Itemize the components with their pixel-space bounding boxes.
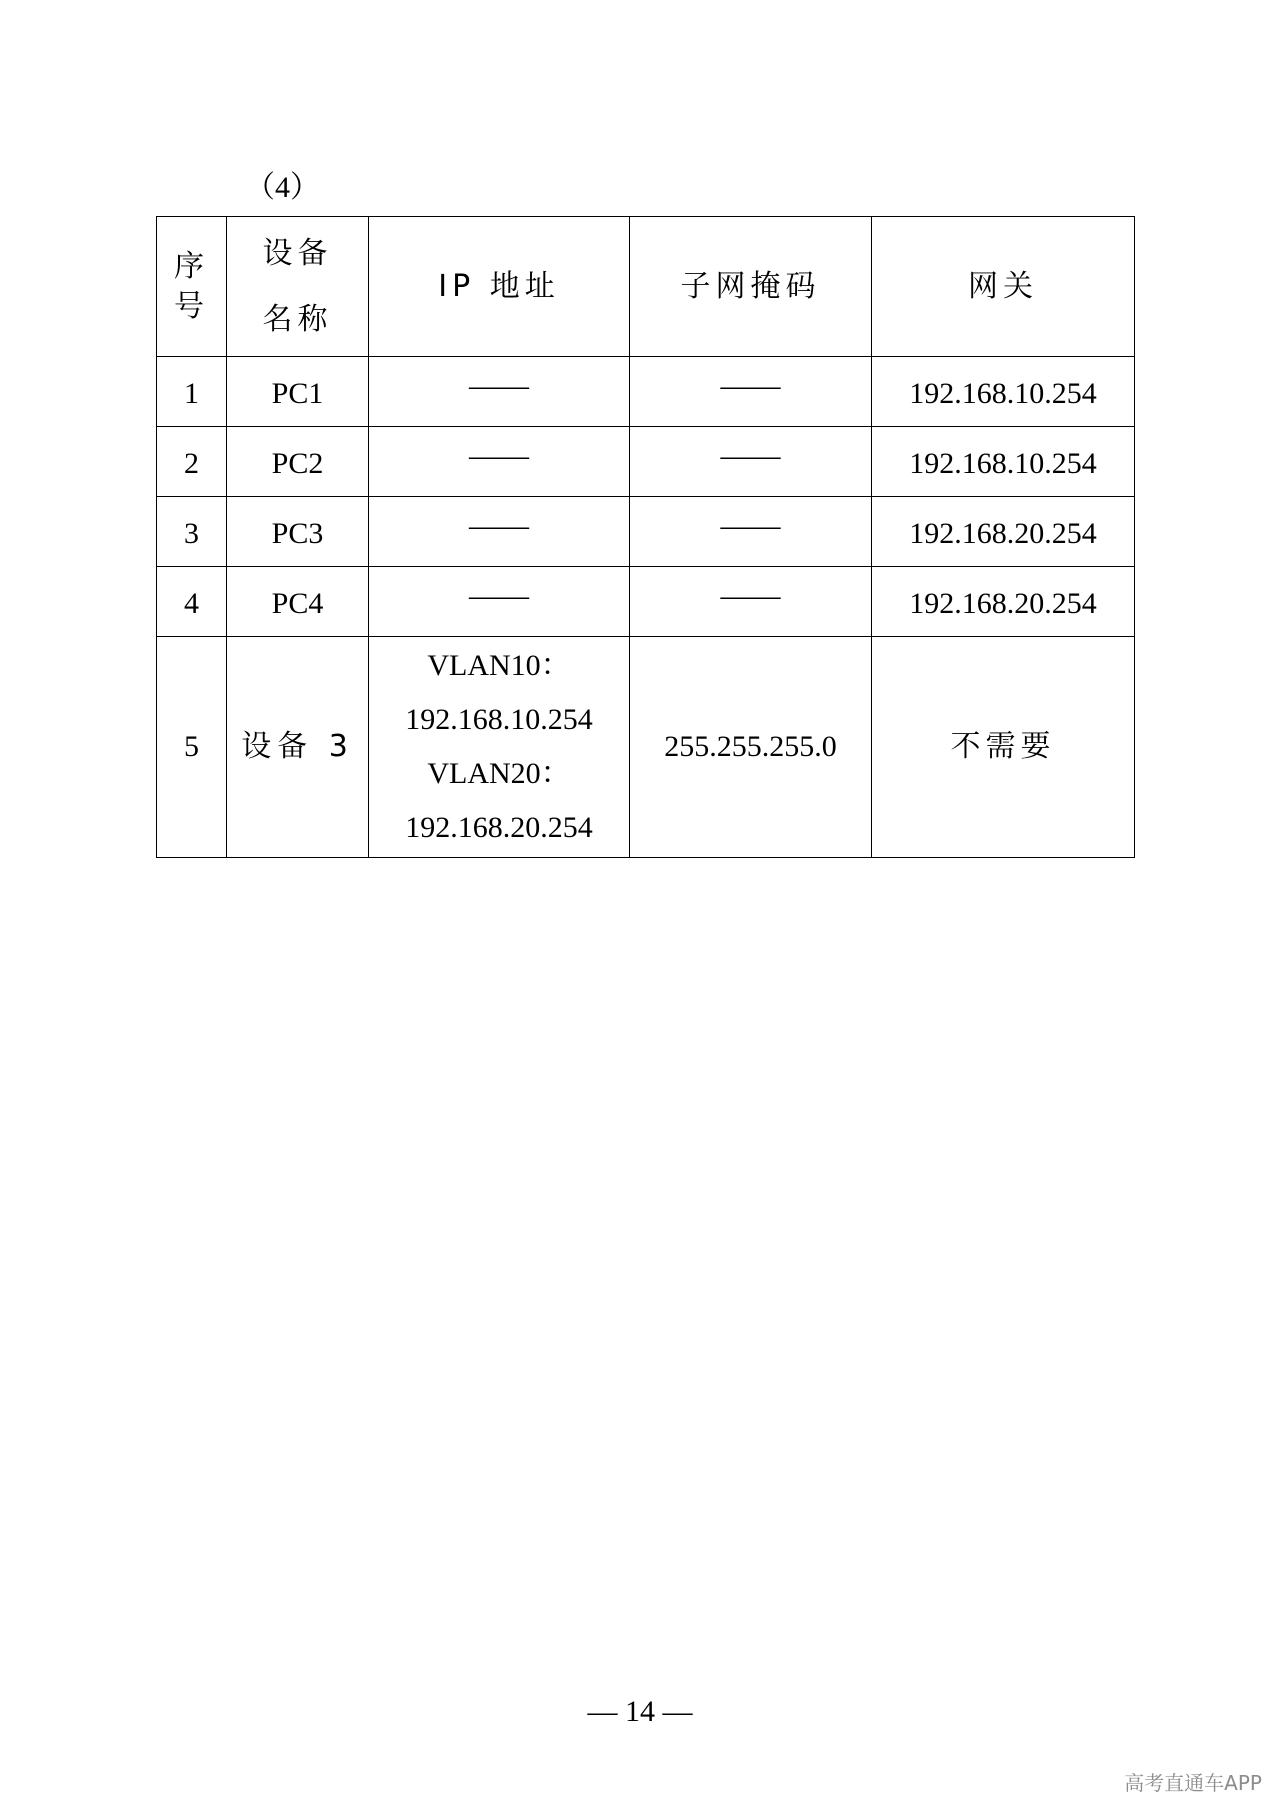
cell-seq xyxy=(157,497,227,567)
cell-gateway xyxy=(872,497,1135,567)
cell-device xyxy=(227,567,369,637)
header-gateway: 网关 xyxy=(872,217,1135,357)
cell-gateway xyxy=(872,567,1135,637)
cell-seq: 5 xyxy=(157,637,227,858)
ip-config-table xyxy=(156,216,1135,858)
cell-ip xyxy=(369,357,630,427)
cell-mask-text: —— xyxy=(720,438,781,472)
cell-ip-text: —— xyxy=(469,368,529,402)
cell-ip-text: —— xyxy=(469,438,529,472)
header-device-line-1: 设备 xyxy=(262,235,333,271)
header-device-name xyxy=(227,217,369,357)
cell-mask xyxy=(630,357,872,427)
page-number: — 14 — xyxy=(587,1695,693,1728)
cell-mask xyxy=(630,427,872,497)
cell-gateway-text: 192.168.20.254 xyxy=(909,586,1097,620)
cell-mask-text: —— xyxy=(720,578,781,612)
cell-ip-text: —— xyxy=(469,508,529,542)
cell-gateway-text: 192.168.10.254 xyxy=(909,446,1097,480)
cell-ip xyxy=(369,427,630,497)
cell-mask-text: —— xyxy=(720,508,781,542)
table-row xyxy=(157,427,1135,497)
section-label: （4） xyxy=(245,171,320,204)
cell-device-text: PC4 xyxy=(271,586,324,620)
cell-device-text: PC3 xyxy=(271,516,324,550)
table-row xyxy=(157,497,1135,567)
cell-mask xyxy=(630,497,872,567)
cell-ip-text: —— xyxy=(469,578,529,612)
cell-seq xyxy=(157,357,227,427)
vlan20-ip: 192.168.20.254 xyxy=(405,811,593,844)
cell-ip xyxy=(369,567,630,637)
cell-device-text: PC1 xyxy=(271,376,324,410)
cell-gateway: 不需要 xyxy=(872,637,1135,858)
table-row xyxy=(157,357,1135,427)
header-subnet-mask: 子网掩码 xyxy=(630,217,872,357)
cell-gateway xyxy=(872,427,1135,497)
header-seq xyxy=(157,217,227,357)
cell-device-text: PC2 xyxy=(271,446,324,480)
header-seq-line-1: 序 xyxy=(174,248,209,284)
cell-device xyxy=(227,357,369,427)
vlan10-label: VLAN10： xyxy=(427,649,571,682)
cell-device xyxy=(227,427,369,497)
cell-ip-vlans xyxy=(369,637,630,858)
cell-mask: 255.255.255.0 xyxy=(630,637,872,858)
cell-gateway xyxy=(872,357,1135,427)
cell-ip xyxy=(369,497,630,567)
vlan20-label: VLAN20： xyxy=(427,757,571,790)
cell-seq xyxy=(157,567,227,637)
table-row xyxy=(157,567,1135,637)
cell-seq-text: 4 xyxy=(184,586,199,620)
cell-device xyxy=(227,497,369,567)
cell-mask xyxy=(630,567,872,637)
cell-gateway-text: 192.168.10.254 xyxy=(909,376,1097,410)
cell-seq-text: 3 xyxy=(184,516,199,550)
vlan10-ip: 192.168.10.254 xyxy=(405,703,593,736)
table-header-row xyxy=(157,217,1135,357)
cell-seq xyxy=(157,427,227,497)
table-row-device3 xyxy=(157,637,1135,858)
header-seq-line-2: 号 xyxy=(174,288,209,324)
watermark: 高考直通车APP xyxy=(1124,1771,1262,1795)
header-device-line-2: 名称 xyxy=(262,301,333,337)
cell-mask-text: —— xyxy=(720,368,781,402)
cell-seq-text: 1 xyxy=(184,376,199,410)
header-ip-address: IP 地址 xyxy=(369,217,630,357)
cell-gateway-text: 192.168.20.254 xyxy=(909,516,1097,550)
cell-device: 设备 3 xyxy=(227,637,369,858)
cell-seq-text: 2 xyxy=(184,446,199,480)
